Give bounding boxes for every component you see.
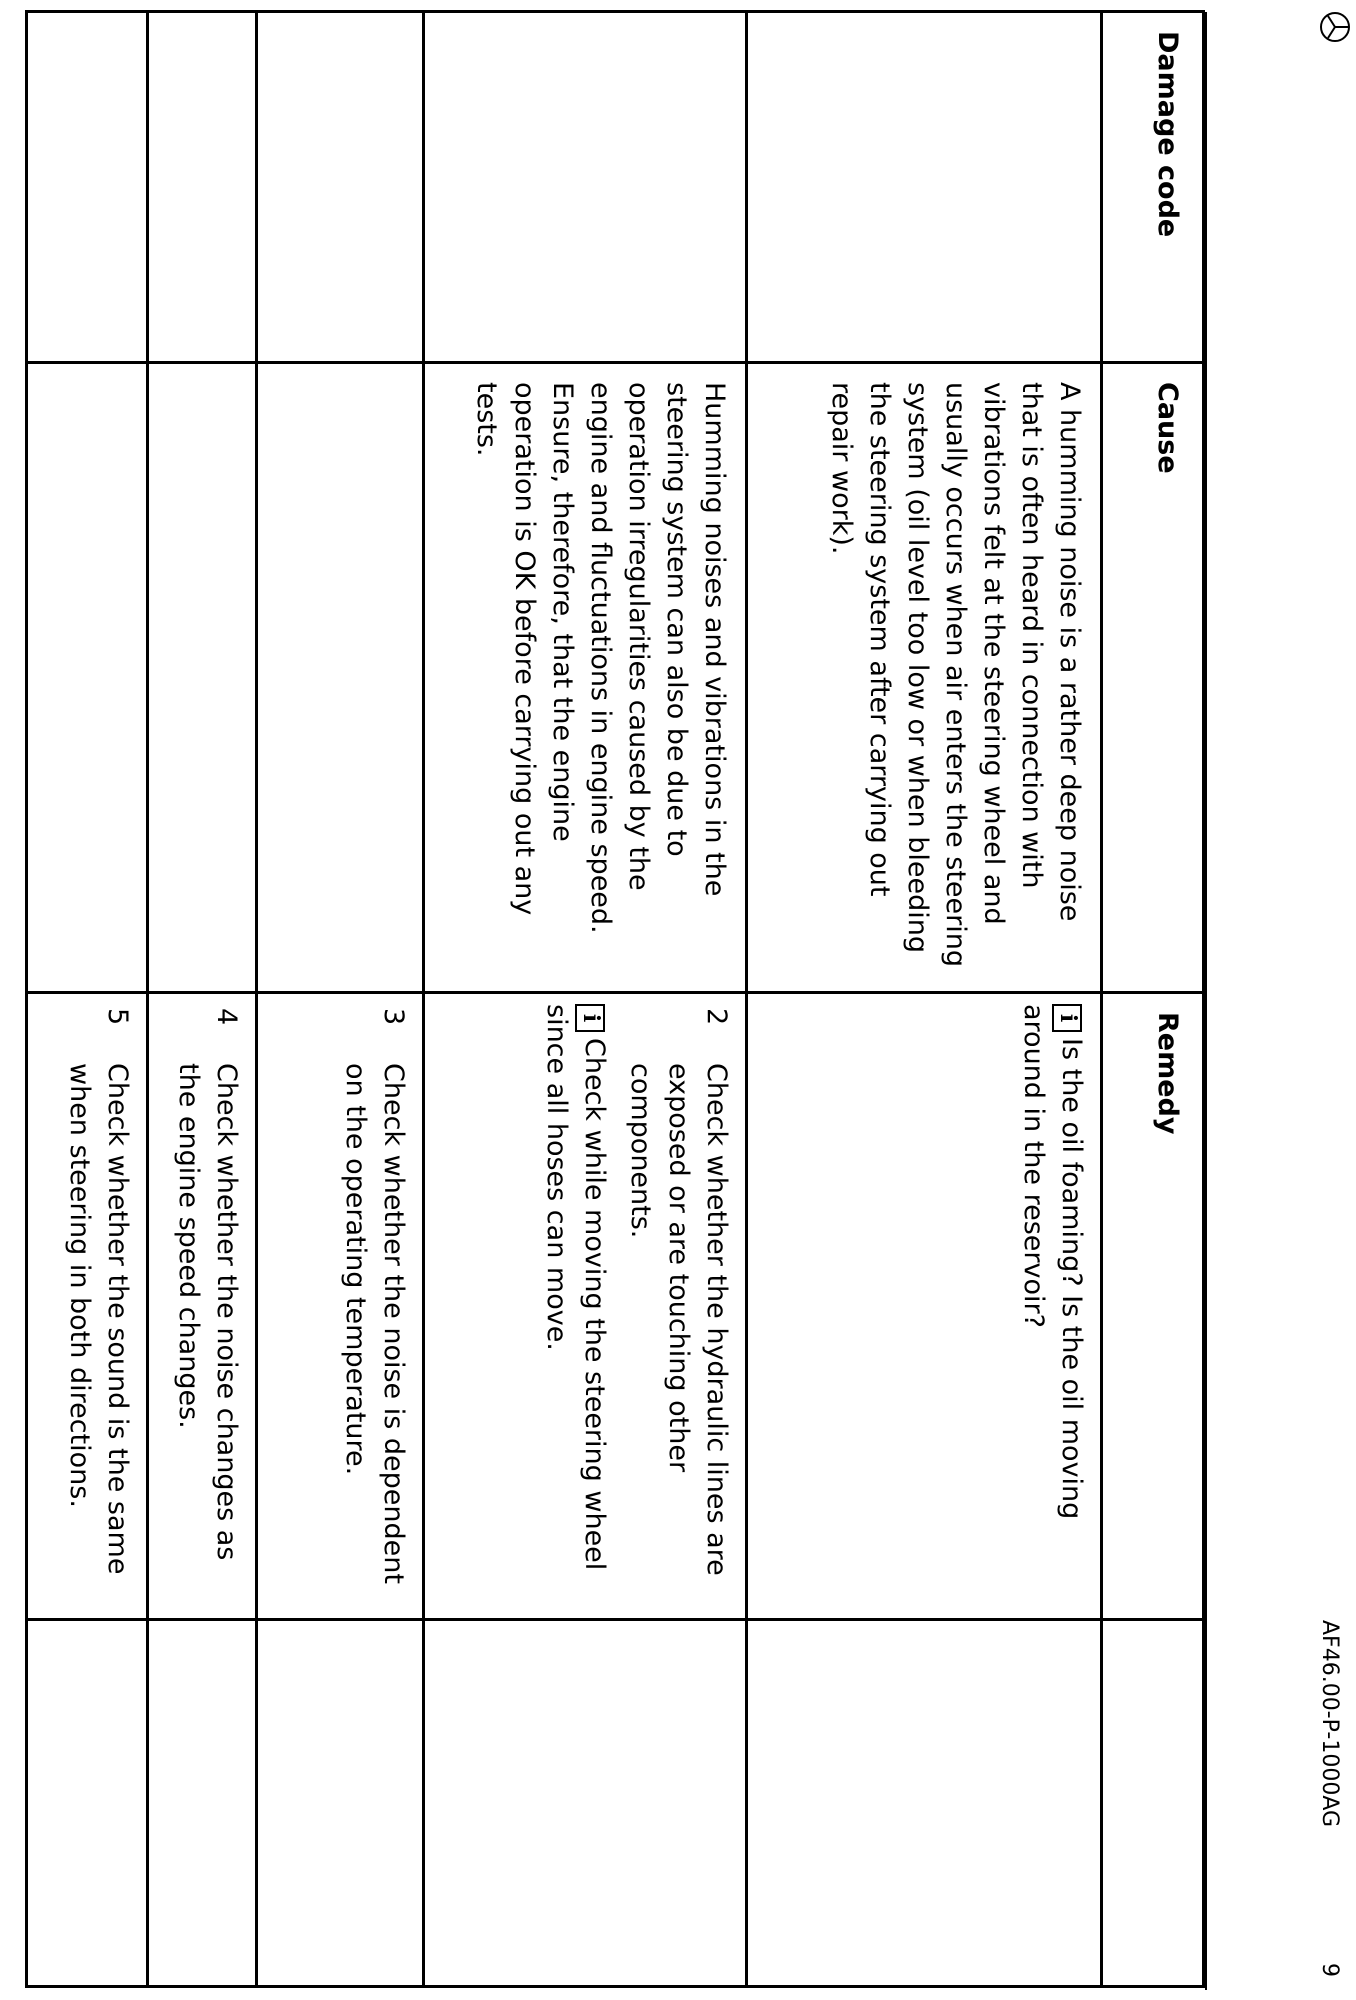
document-code: AF46.00-P-1000AG [1317,1620,1342,1828]
column-header-empty [1101,1620,1203,1987]
remedy-cell [148,993,257,1620]
remedy-cell [27,993,148,1620]
diagnosis-table [25,10,1205,1988]
remedy-note: Is the oil foaming? Is the oil moving around in the reservoir? [1017,1004,1087,1520]
table-row [257,12,423,1987]
remedy-step [169,1004,245,1608]
step-text: Check whether the hydraulic lines are exposed or are touching other components. [624,1063,732,1576]
damage-code-cell [423,12,746,363]
cause-cell [423,363,746,993]
info-icon: i [575,1004,605,1032]
empty-cell [746,1620,1101,1987]
table-row [423,12,746,1987]
column-header-damage-code: Damage code [1101,12,1203,363]
empty-cell [27,1620,148,1987]
column-header-cause: Cause [1101,363,1203,993]
table-row [746,12,1101,1987]
step-text: Check whether the noise is dependent on the operating temperature. [339,1063,409,1584]
damage-code-cell [148,12,257,363]
remedy-note: Check while moving the steering wheel since all hoses can move. [540,1004,610,1571]
remedy-note-block [537,1004,613,1608]
column-header-remedy: Remedy [1101,993,1203,1620]
empty-cell [257,1620,423,1987]
table-row [148,12,257,1987]
page-number: 9 [1317,1963,1342,1977]
mercedes-star-icon [1318,10,1352,44]
remedy-cell [423,993,746,1620]
remedy-cell [257,993,423,1620]
step-number: 3 [377,1008,409,1026]
table-row [27,12,148,1987]
remedy-step [60,1004,136,1608]
empty-cell [423,1620,746,1987]
remedy-cell [746,993,1101,1620]
cause-cell [257,363,423,993]
header-divider [1205,12,1207,1990]
cause-cell [148,363,257,993]
cause-cell [746,363,1101,993]
remedy-step [621,1004,735,1608]
remedy-step [336,1004,412,1608]
damage-code-cell [27,12,148,363]
step-text: Check whether the noise changes as the engine speed changes. [173,1063,243,1561]
cause-cell [27,363,148,993]
table-header-row [1101,12,1203,1987]
cause-text: A humming noise is a rather deep noise that is often heard in connection with vibrations felt at the steering wheel and usually occurs when air enters the steering system (oil level too low or when bleeding the steering system after carrying out repair work). [825,382,1085,967]
step-number: 4 [211,1008,243,1026]
damage-code-cell [746,12,1101,363]
step-number: 2 [700,1008,732,1026]
cause-text: Humming noises and vibrations in the steering system can also be due to operation irregularities caused by the engine and fluctuations in engine speed. Ensure, therefore, that the engine operation is OK before carrying out any tests. [470,382,730,934]
empty-cell [148,1620,257,1987]
step-number: 5 [102,1008,134,1026]
step-text: Check whether the sound is the same when steering in both directions. [64,1063,134,1575]
damage-code-cell [257,12,423,363]
info-icon: i [1052,1004,1082,1032]
